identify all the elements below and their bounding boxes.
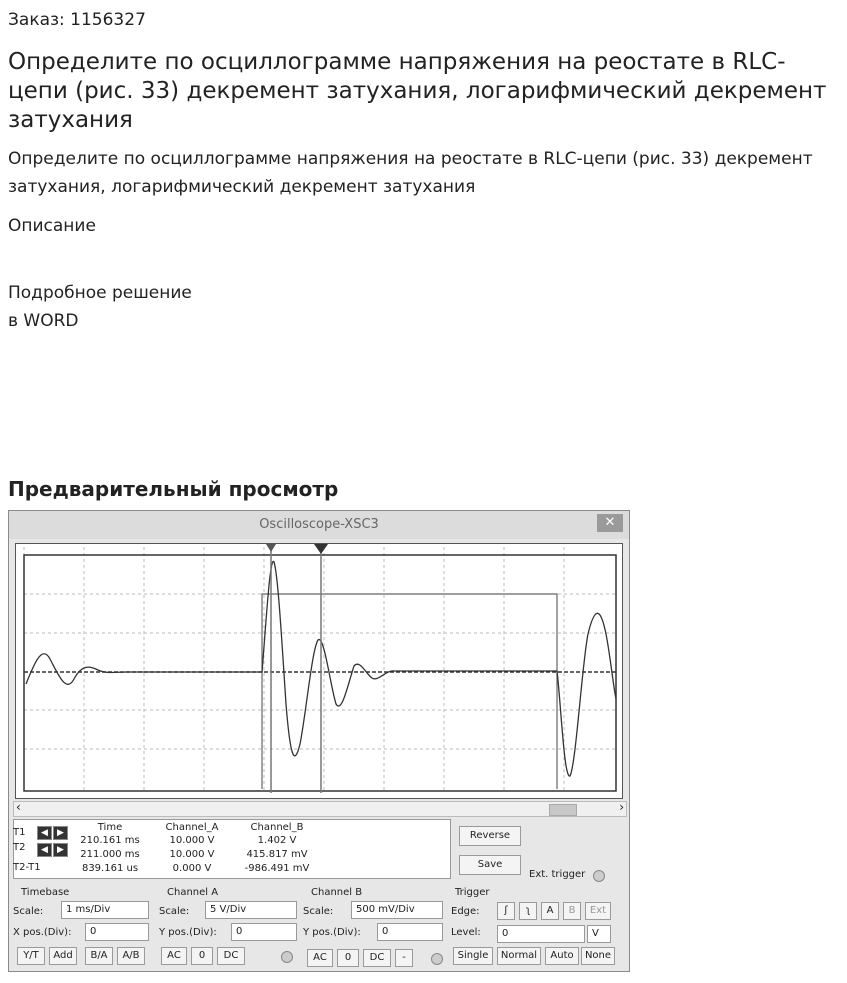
table-header: Channel_B [250, 822, 304, 833]
channel-b-label: Channel B [311, 887, 363, 898]
timebase-scale-label: Scale: [13, 906, 44, 917]
channel-b-ac-button[interactable]: AC [307, 949, 333, 967]
edge-fall-button[interactable]: ʅ [519, 902, 537, 920]
oscilloscope-title: Oscilloscope-XSC3 [9, 511, 629, 539]
edge-rise-button[interactable]: ʃ [497, 902, 515, 920]
trigger-level-label: Level: [451, 927, 481, 938]
channel-a-ypos-field[interactable]: 0 [231, 923, 297, 941]
add-button[interactable]: Add [49, 947, 77, 965]
channel-a-zero-button[interactable]: 0 [191, 947, 213, 965]
preview-heading: Предварительный просмотр [8, 477, 339, 501]
channel-b-zero-button[interactable]: 0 [337, 949, 359, 967]
yt-button[interactable]: Y/T [17, 947, 45, 965]
table-cell: 1.402 V [257, 835, 297, 846]
description-heading: Описание [8, 216, 96, 236]
channel-b-minus-button[interactable]: - [395, 949, 413, 967]
channel-a-scale-label: Scale: [159, 906, 190, 917]
table-header: Channel_A [165, 822, 219, 833]
horizontal-scrollbar[interactable] [13, 801, 627, 817]
scroll-right-icon[interactable]: › [619, 800, 624, 814]
trigger-b-button[interactable]: B [563, 902, 581, 920]
t1-left-arrow-icon[interactable]: ◀ [37, 826, 52, 840]
channel-b-scale-field[interactable]: 500 mV/Div [351, 901, 443, 919]
description-line: Подробное решение [8, 283, 192, 303]
t2-right-arrow-icon[interactable]: ▶ [53, 843, 68, 857]
trigger-a-button[interactable]: A [541, 902, 559, 920]
table-cell: 211.000 ms [80, 849, 140, 860]
t2-left-arrow-icon[interactable]: ◀ [37, 843, 52, 857]
description-body [8, 279, 192, 335]
table-cell: 10.000 V [169, 835, 215, 846]
description-line: в WORD [8, 311, 79, 331]
ext-trigger-label: Ext. trigger [529, 869, 586, 880]
trigger-level-field[interactable]: 0 [497, 925, 585, 943]
ab-button[interactable]: A/B [117, 947, 145, 965]
channel-a-indicator [281, 951, 293, 963]
cursor-t2-label: T2 [13, 842, 26, 853]
cursor-t2t1-label: T2-T1 [13, 862, 41, 873]
channel-a-label: Channel A [167, 887, 219, 898]
ext-trigger-radio[interactable] [593, 870, 605, 882]
reverse-button[interactable]: Reverse [459, 826, 521, 846]
channel-b-dc-button[interactable]: DC [363, 949, 391, 967]
t1-right-arrow-icon[interactable]: ▶ [53, 826, 68, 840]
waveform-plot [16, 544, 622, 798]
table-cell: 839.161 us [81, 863, 139, 874]
table-cell: 210.161 ms [80, 835, 140, 846]
page-title: Определите по осциллограмме напряжения на реостате в RLC-цепи (рис. 33) декремент затухания, логарифмический декремент затухания [8, 49, 827, 133]
timebase-label: Timebase [21, 887, 70, 898]
channel-a-ac-button[interactable]: AC [161, 947, 187, 965]
timebase-xpos-field[interactable]: 0 [85, 923, 149, 941]
trigger-edge-label: Edge: [451, 906, 480, 917]
scroll-left-icon[interactable]: ‹ [16, 800, 21, 814]
table-cell: 10.000 V [169, 849, 215, 860]
lead-text: Определите по осциллограмме напряжения на реостате в RLC-цепи (рис. 33) декремент затухания, логарифмический декремент затухания [8, 149, 813, 197]
cursor-t1-label: T1 [13, 827, 26, 838]
channel-a-trace [262, 594, 557, 789]
oscilloscope-window [8, 510, 630, 972]
trigger-level-unit[interactable]: V [587, 925, 611, 943]
trigger-auto-button[interactable]: Auto [545, 947, 579, 965]
save-button[interactable]: Save [459, 855, 521, 875]
timebase-xpos-label: X pos.(Div): [13, 927, 72, 938]
scroll-thumb[interactable] [549, 804, 577, 816]
grid [24, 547, 616, 793]
trigger-single-button[interactable]: Single [453, 947, 493, 965]
table-header: Time [97, 822, 123, 833]
trigger-normal-button[interactable]: Normal [497, 947, 541, 965]
cursor-t2-marker [314, 544, 328, 554]
channel-b-ypos-label: Y pos.(Div): [303, 927, 361, 938]
trigger-none-button[interactable]: None [581, 947, 615, 965]
timebase-scale-field[interactable]: 1 ms/Div [61, 901, 149, 919]
close-icon[interactable]: ✕ [597, 514, 623, 532]
order-number: Заказ: 1156327 [8, 10, 146, 30]
channel-a-scale-field[interactable]: 5 V/Div [205, 901, 297, 919]
ba-button[interactable]: B/A [85, 947, 113, 965]
channel-b-indicator [431, 953, 443, 965]
channel-a-dc-button[interactable]: DC [217, 947, 245, 965]
trigger-ext-button[interactable]: Ext [585, 902, 611, 920]
table-cell: 415.817 mV [246, 849, 308, 860]
oscilloscope-screen [15, 543, 623, 799]
channel-b-ypos-field[interactable]: 0 [377, 923, 443, 941]
trigger-label: Trigger [455, 887, 490, 898]
table-cell: 0.000 V [172, 863, 212, 874]
cursor-t1-marker [266, 544, 276, 552]
channel-b-scale-label: Scale: [303, 906, 334, 917]
table-cell: -986.491 mV [244, 863, 310, 874]
channel-a-ypos-label: Y pos.(Div): [159, 927, 217, 938]
